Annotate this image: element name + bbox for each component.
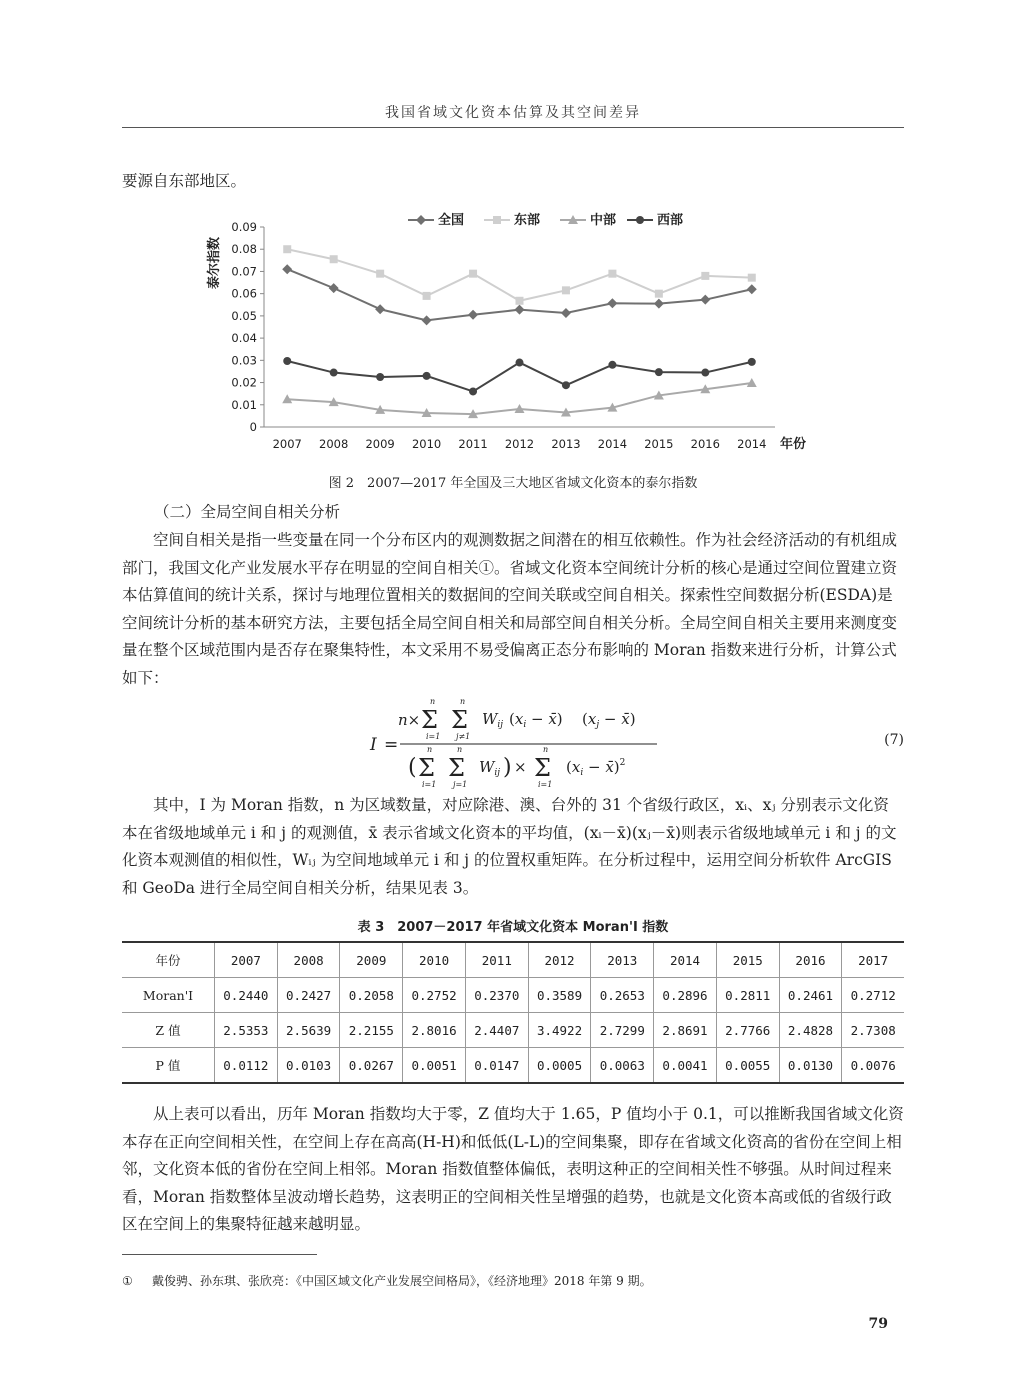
svg-text:Σ: Σ	[421, 706, 438, 734]
paragraph-variable-definitions: 其中，I 为 Moran 指数，n 为区域数量，对应除港、澳、台外的 31 个省级行政区，xᵢ、xⱼ 分别表示文化资本在省级地域单元 i 和 j 的观测值，x̄ 表示省域文化资本的平均值，(xᵢ－x̄)(xⱼ－x̄)则表示省级地域单元 i 和 j 的文化资本观测值的相似性，Wᵢⱼ 为空间地域单元 i 和 j 的位置权重矩阵。在分析过程中，运用空间分析软件 ArcGIS 和 GeoDa 进行全局空间自相关分析，结果见表 3。	[122, 796, 897, 897]
svg-text:Σ: Σ	[451, 706, 468, 734]
chart-xlabel: 年份	[780, 437, 807, 452]
data-point	[515, 305, 525, 315]
y-tick-label: 0.07	[231, 264, 257, 279]
table-cell: 0.0063	[591, 1048, 654, 1084]
data-point	[654, 299, 664, 309]
table-cell: 3.4922	[528, 1013, 591, 1048]
data-point	[561, 308, 571, 318]
series-triangle	[282, 378, 757, 418]
svg-text:I: I	[370, 735, 377, 755]
table-cell: 0.2461	[779, 978, 842, 1013]
table-cell: 2.8016	[403, 1013, 466, 1048]
figure-caption: 图 2 2007—2017 年全国及三大地区省域文化资本的泰尔指数	[328, 476, 698, 491]
data-point	[701, 272, 709, 280]
table-cell: 2.7299	[591, 1013, 654, 1048]
x-tick-label: 2012	[504, 437, 535, 451]
y-tick-label: 0.05	[231, 308, 257, 323]
table-cell: 0.2752	[403, 978, 466, 1013]
legend-item	[408, 212, 464, 228]
table-header-cell: 2012	[528, 942, 591, 978]
data-point	[423, 372, 431, 380]
x-tick-label: 2011	[458, 437, 488, 451]
svg-text:(xi − x̄)2: ($x_i$ − x̄)$^2$	[566, 758, 626, 778]
data-point	[423, 292, 431, 300]
x-tick-label: 2013	[551, 437, 581, 451]
table-header-cell: 2015	[716, 942, 779, 978]
data-point	[607, 298, 617, 308]
table-header-cell: 2016	[779, 942, 842, 978]
chart-plot-area	[282, 245, 757, 418]
table-cell: Moran'I	[122, 978, 215, 1013]
table-cell: 0.2440	[215, 978, 278, 1013]
y-tick-label: 0	[249, 420, 257, 434]
table-cell: 2.8691	[654, 1013, 717, 1048]
data-point	[748, 274, 756, 282]
data-point	[469, 387, 477, 395]
data-point	[330, 255, 338, 263]
data-point	[655, 290, 663, 298]
table-cell: 0.0112	[215, 1048, 278, 1084]
x-tick-label: 2009	[365, 437, 395, 451]
table-header-cell: 2008	[277, 942, 340, 978]
legend-label: 东部	[514, 213, 541, 228]
data-point	[468, 310, 478, 320]
table-cell: 0.0147	[465, 1048, 528, 1084]
table-cell: 0.2427	[277, 978, 340, 1013]
data-point	[562, 286, 570, 294]
data-point	[701, 369, 709, 377]
data-point	[330, 369, 338, 377]
legend-marker	[636, 216, 644, 224]
svg-text:j≠1: j≠1	[456, 732, 471, 741]
svg-text:n: n	[430, 697, 436, 706]
y-tick-label: 0.03	[231, 353, 257, 368]
svg-text:i=1: i=1	[422, 780, 437, 789]
data-point	[283, 245, 291, 253]
legend-item	[627, 212, 683, 228]
table-cell: 2.5353	[215, 1013, 278, 1048]
svg-text:n: n	[543, 745, 549, 754]
y-tick-label: 0.01	[231, 397, 257, 412]
table-cell: 0.2653	[591, 978, 654, 1013]
paragraph-spatial-autocorrelation: 空间自相关是指一些变量在同一个分布区内的观测数据之间潜在的相互依赖性。作为社会经济活动的有机组成部门，我国文化产业发展水平存在明显的空间自相关①。省域文化资本空间统计分析的核心是通过空间位置建立资本估算值间的统计关系，探讨与地理位置相关的数据间的空间关联或空间自相关。探索性空间数据分析(ESDA)是空间统计分析的基本研究方法，主要包括全局空间自相关和局部空间自相关分析。全局空间自相关主要用来测度变量在整个区域范围内是否存在聚集特性，本文采用不易受偏离正态分布影响的 Moran 指数来进行分析，计算公式如下：	[122, 531, 898, 687]
y-tick-label: 0.04	[231, 331, 257, 346]
legend-marker	[416, 215, 426, 225]
x-tick-label: 2014	[737, 437, 767, 451]
table-header-cell: 2014	[654, 942, 717, 978]
svg-text:n×: n×	[398, 711, 421, 729]
data-point	[562, 381, 570, 389]
y-tick-label: 0.09	[231, 220, 257, 234]
table-cell: 2.4828	[779, 1013, 842, 1048]
data-point	[748, 358, 756, 366]
table-cell: 0.0076	[842, 1048, 904, 1084]
svg-text:=: =	[384, 735, 399, 755]
svg-text:n: n	[427, 745, 433, 754]
table-cell: 0.2896	[654, 978, 717, 1013]
table-cell: 2.7766	[716, 1013, 779, 1048]
legend-marker	[493, 216, 501, 224]
table-header-cell: 年份	[122, 942, 215, 978]
table-header-row	[122, 942, 904, 978]
table-cell: 2.7308	[842, 1013, 904, 1048]
y-tick-label: 0.08	[231, 242, 257, 257]
table-caption: 表 3 2007－2017 年省域文化资本 Moran'I 指数	[357, 920, 669, 935]
series-diamond	[282, 264, 757, 325]
table-cell: 2.5639	[277, 1013, 340, 1048]
table-cell: 2.2155	[340, 1013, 403, 1048]
table-header-cell: 2013	[591, 942, 654, 978]
table-cell: 2.4407	[465, 1013, 528, 1048]
table-cell: 0.0130	[779, 1048, 842, 1084]
paragraph-interpretation: 从上表可以看出，历年 Moran 指数均大于零，Z 值均大于 1.65，P 值均小于 0.1，可以推断我国省域文化资本存在正向空间相关性，在空间上存在高高(H-H)和低低(L-L)的空间集聚，即存在省域文化资高的省份在空间上相邻，文化资本低的省份在空间上相邻。Moran 指数值整体偏低，表明这种正的空间相关性不够强。从时间过程来看，Moran 指数整体呈波动增长趋势，这表明正的空间相关性呈增强的趋势，也就是文化资本高或低的省级行政区在空间上的集聚特征越来越明显。	[122, 1105, 904, 1233]
section-title: （二）全局空间自相关分析	[154, 503, 341, 521]
table-cell: 0.2811	[716, 978, 779, 1013]
header-rule	[122, 127, 904, 128]
intro-line: 要源自东部地区。	[122, 172, 247, 190]
table-cell: 0.0103	[277, 1048, 340, 1084]
x-tick-label: 2010	[411, 437, 442, 451]
data-point	[283, 357, 291, 365]
svg-text:Σ: Σ	[418, 754, 435, 782]
equation-number: (7)	[884, 732, 904, 748]
data-point	[469, 270, 477, 278]
data-point	[282, 264, 292, 274]
svg-text:(xj − x̄): ($x_j$ − x̄)	[582, 710, 636, 730]
table-cell: 0.0041	[654, 1048, 717, 1084]
x-tick-label: 2015	[644, 437, 674, 451]
data-point	[608, 270, 616, 278]
data-point	[516, 297, 524, 305]
table-header-cell: 2017	[842, 942, 904, 978]
legend-label: 中部	[590, 213, 617, 228]
svg-text:i=1: i=1	[538, 780, 553, 789]
x-tick-label: 2014	[597, 437, 628, 451]
moran-index-table	[122, 941, 904, 1084]
svg-text:×: ×	[514, 758, 527, 776]
legend-item	[484, 212, 540, 228]
svg-text:(xi − x̄): ($x_i$ − x̄)	[509, 710, 563, 730]
table-row-p	[122, 1048, 904, 1084]
table-cell: 0.0051	[403, 1048, 466, 1084]
data-point	[329, 283, 339, 293]
footnote-rule	[122, 1254, 317, 1255]
table-cell: 0.0055	[716, 1048, 779, 1084]
table-row-moran	[122, 978, 904, 1013]
moran-formula	[122, 696, 904, 791]
svg-text:): )	[503, 755, 512, 780]
svg-text:Σ: Σ	[534, 754, 551, 782]
y-tick-labels	[231, 220, 264, 434]
x-tick-label: 2016	[690, 437, 720, 451]
svg-text:n: n	[457, 745, 463, 754]
legend-item	[560, 212, 616, 228]
svg-text:Wij: $W_{ij}$	[482, 710, 504, 730]
table-header-cell: 2010	[403, 942, 466, 978]
data-point	[422, 315, 432, 325]
table-cell: Z 值	[122, 1013, 215, 1048]
table-cell: P 值	[122, 1048, 215, 1084]
x-tick-label: 2007	[272, 437, 302, 451]
data-point	[376, 373, 384, 381]
svg-text:i=1: i=1	[426, 732, 441, 741]
series-square	[283, 245, 756, 305]
svg-text:Wij: $W_{ij}$	[479, 758, 501, 778]
table-header-cell: 2011	[465, 942, 528, 978]
theil-index-chart	[200, 205, 840, 465]
x-tick-label: 2008	[319, 437, 349, 451]
table-cell: 0.0005	[528, 1048, 591, 1084]
svg-text:j=1: j=1	[453, 780, 468, 789]
table-header-cell: 2009	[340, 942, 403, 978]
chart-legend	[408, 212, 683, 228]
table-cell: 0.2712	[842, 978, 904, 1013]
data-point	[375, 304, 385, 314]
y-tick-label: 0.06	[231, 286, 257, 301]
data-point	[376, 270, 384, 278]
legend-label: 全国	[438, 213, 465, 228]
running-head: 我国省域文化资本估算及其空间差异	[385, 105, 641, 121]
table-header-cell: 2007	[215, 942, 278, 978]
data-point	[747, 284, 757, 294]
series-line	[287, 249, 752, 301]
y-tick-label: 0.02	[231, 375, 257, 390]
table-row-z	[122, 1013, 904, 1048]
footnote	[122, 1272, 652, 1289]
table-cell: 0.0267	[340, 1048, 403, 1084]
svg-text:(: (	[408, 755, 417, 780]
series-circle	[283, 357, 756, 395]
table-cell: 0.2370	[465, 978, 528, 1013]
svg-text:n: n	[460, 697, 466, 706]
data-point	[516, 359, 524, 367]
page-number: 79	[868, 1316, 888, 1332]
legend-label: 西部	[657, 213, 684, 228]
moran-formula-graphic	[122, 696, 822, 791]
footnote-mark: ①	[122, 1274, 133, 1288]
x-tick-labels	[273, 437, 767, 451]
data-point	[608, 361, 616, 369]
data-point	[655, 368, 663, 376]
footnote-text: 戴俊骋、孙东琪、张欣亮：《中国区域文化产业发展空间格局》，《经济地理》2018 年第 9 期。	[152, 1274, 652, 1288]
data-point	[700, 295, 710, 305]
table-cell: 0.2058	[340, 978, 403, 1013]
svg-text:Σ: Σ	[448, 754, 465, 782]
chart-ylabel: 泰尔指数	[207, 236, 222, 290]
table-cell: 0.3589	[528, 978, 591, 1013]
